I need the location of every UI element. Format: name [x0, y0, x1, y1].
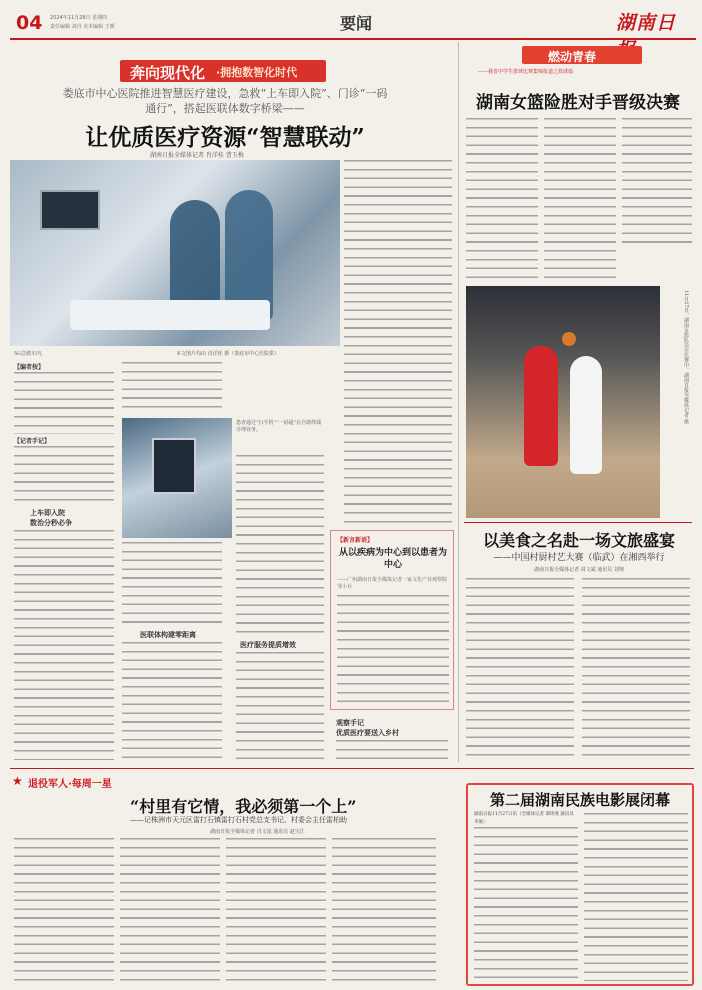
main-subhead-1b: 数治分秒必争 — [30, 518, 72, 527]
film-festival-byline: 湖南日报11月27日讯（全媒体记者 谭琦燕 通讯员 李俊） — [474, 812, 574, 825]
main-text-col2b — [122, 542, 222, 626]
main-kicker: 娄底市中心医院推进智慧医疗建设，急救“上车即入院”、门诊“一码通行”，搭起医联体数字桥梁—— — [62, 87, 388, 115]
main-column-title: 奔向现代化 — [130, 64, 206, 82]
veteran-headline: “村里有它情，我必须第一个上” — [130, 797, 357, 816]
page-number: 04 — [16, 12, 43, 34]
main-text-col1b — [14, 446, 114, 506]
film-festival-highlight — [466, 783, 694, 986]
main-text-col1 — [14, 372, 114, 434]
main-column-subtitle: ·拥抱数智化时代 — [216, 66, 298, 79]
food-text-a — [466, 578, 574, 762]
note-box — [330, 716, 454, 764]
mid-box-label: 【新言新语】 — [337, 537, 374, 544]
right-divider — [458, 42, 459, 762]
main-headline: 让优质医疗资源“智慧联动” — [85, 124, 365, 151]
self-service-photo — [122, 418, 232, 538]
food-byline: 湖南日报全媒体记者 周文斌 通讯员 刘翔 — [534, 567, 624, 573]
photo-monitor — [40, 190, 100, 230]
main-byline: 湖南日报全媒体记者 肖洋桂 曹玉梅 — [150, 152, 244, 159]
main-subhead-1: 上车即入院 — [30, 508, 65, 517]
header-rule — [10, 38, 696, 40]
veteran-column-title: 退役军人·每周一星 — [28, 779, 112, 790]
veteran-text-d — [332, 838, 436, 984]
sports-text-c — [622, 118, 692, 244]
mid-box-headline: 从以疾病为中心到以患者为中心 — [338, 548, 447, 570]
main-text-col4a — [344, 160, 452, 525]
veteran-text-b — [120, 838, 220, 984]
main-lead-label-2: 【记者手记】 — [14, 438, 51, 445]
mid-box-sub: ——广州湖南日报全媒体记者一家文化产业观察院 邹小兵 — [337, 577, 448, 590]
main-photo-caption-right: 本文图片均由 肖洋桂 摄（娄底市中心医院供） — [176, 351, 280, 357]
main-photo — [10, 160, 340, 346]
basketball-photo-caption: 11月27日，湖南女篮队员在比赛中。湖南日报全媒体记者 摄 — [683, 290, 689, 425]
main-text-col3b — [236, 652, 324, 762]
veteran-column — [12, 774, 152, 790]
main-subhead-3: 医疗服务提质增效 — [240, 640, 296, 649]
food-text-b — [582, 578, 690, 762]
player-white-1 — [570, 356, 602, 474]
note-box-text — [336, 740, 448, 762]
mid-box-text — [337, 595, 449, 705]
self-service-caption: 患者通过“扫手机”“一码通”在自助终端办理业务。 — [236, 420, 322, 433]
section-title: 要闻 — [340, 14, 373, 33]
page-meta: 责任编辑 刘丹 美术编辑 王媛 — [50, 24, 115, 30]
photo-stretcher — [70, 300, 270, 330]
page-header — [10, 6, 694, 38]
sports-column-sub: ——我省中学生排球比赛集锦报道之篮球篇 — [478, 69, 574, 75]
film-festival-text-b — [584, 813, 688, 981]
right-mid-rule — [464, 522, 692, 523]
note-box-label: 观察手记 — [336, 718, 364, 727]
film-festival-headline: 第二届湖南民族电影展闭幕 — [489, 791, 670, 809]
film-festival-text-a — [474, 827, 578, 981]
bottom-rule — [10, 768, 694, 769]
basketball — [562, 332, 576, 346]
sports-banner — [522, 46, 642, 64]
player-red-1 — [524, 346, 558, 466]
kiosk-screen — [152, 438, 196, 494]
veteran-byline: 湖南日报全媒体记者 肖文泓 通讯员 赵宝江 — [210, 829, 305, 835]
main-text-col1c — [14, 530, 114, 760]
main-text-col2a — [122, 362, 222, 414]
masthead-logo: 湖南日 — [616, 12, 677, 34]
basketball-photo — [466, 286, 660, 518]
sports-column-title: 燃动青春 — [548, 50, 597, 64]
sports-headline: 湖南女篮险胜对手晋级决赛 — [476, 93, 680, 113]
sports-text-b — [544, 118, 616, 282]
main-subhead-2: 医联体构建零距离 — [140, 630, 196, 639]
page-date: 2024年11月28日 星期四 — [50, 15, 108, 21]
main-text-col2c — [122, 642, 222, 762]
sports-text-a — [466, 118, 538, 282]
food-headline: 以美食之名赴一场文旅盛宴 — [482, 531, 675, 550]
food-subheadline: ——中国村厨村艺大赛（临武）在湘西举行 — [493, 553, 665, 563]
main-lead-label-1: 【编者按】 — [14, 364, 45, 371]
main-photo-caption-left: 5G急救车内。 — [14, 351, 47, 357]
main-text-col3a — [236, 455, 324, 635]
star-icon: ★ — [12, 774, 23, 788]
main-column-banner — [120, 60, 326, 82]
veteran-text-c — [226, 838, 326, 984]
mid-box — [330, 530, 454, 710]
note-box-title: 优质医疗要送入乡村 — [336, 728, 399, 737]
veteran-subheadline: ——记株洲市天元区雷打石镇雷打石村党总支书记、村委会主任雷柏助 — [130, 816, 347, 824]
veteran-text-a — [14, 838, 114, 984]
